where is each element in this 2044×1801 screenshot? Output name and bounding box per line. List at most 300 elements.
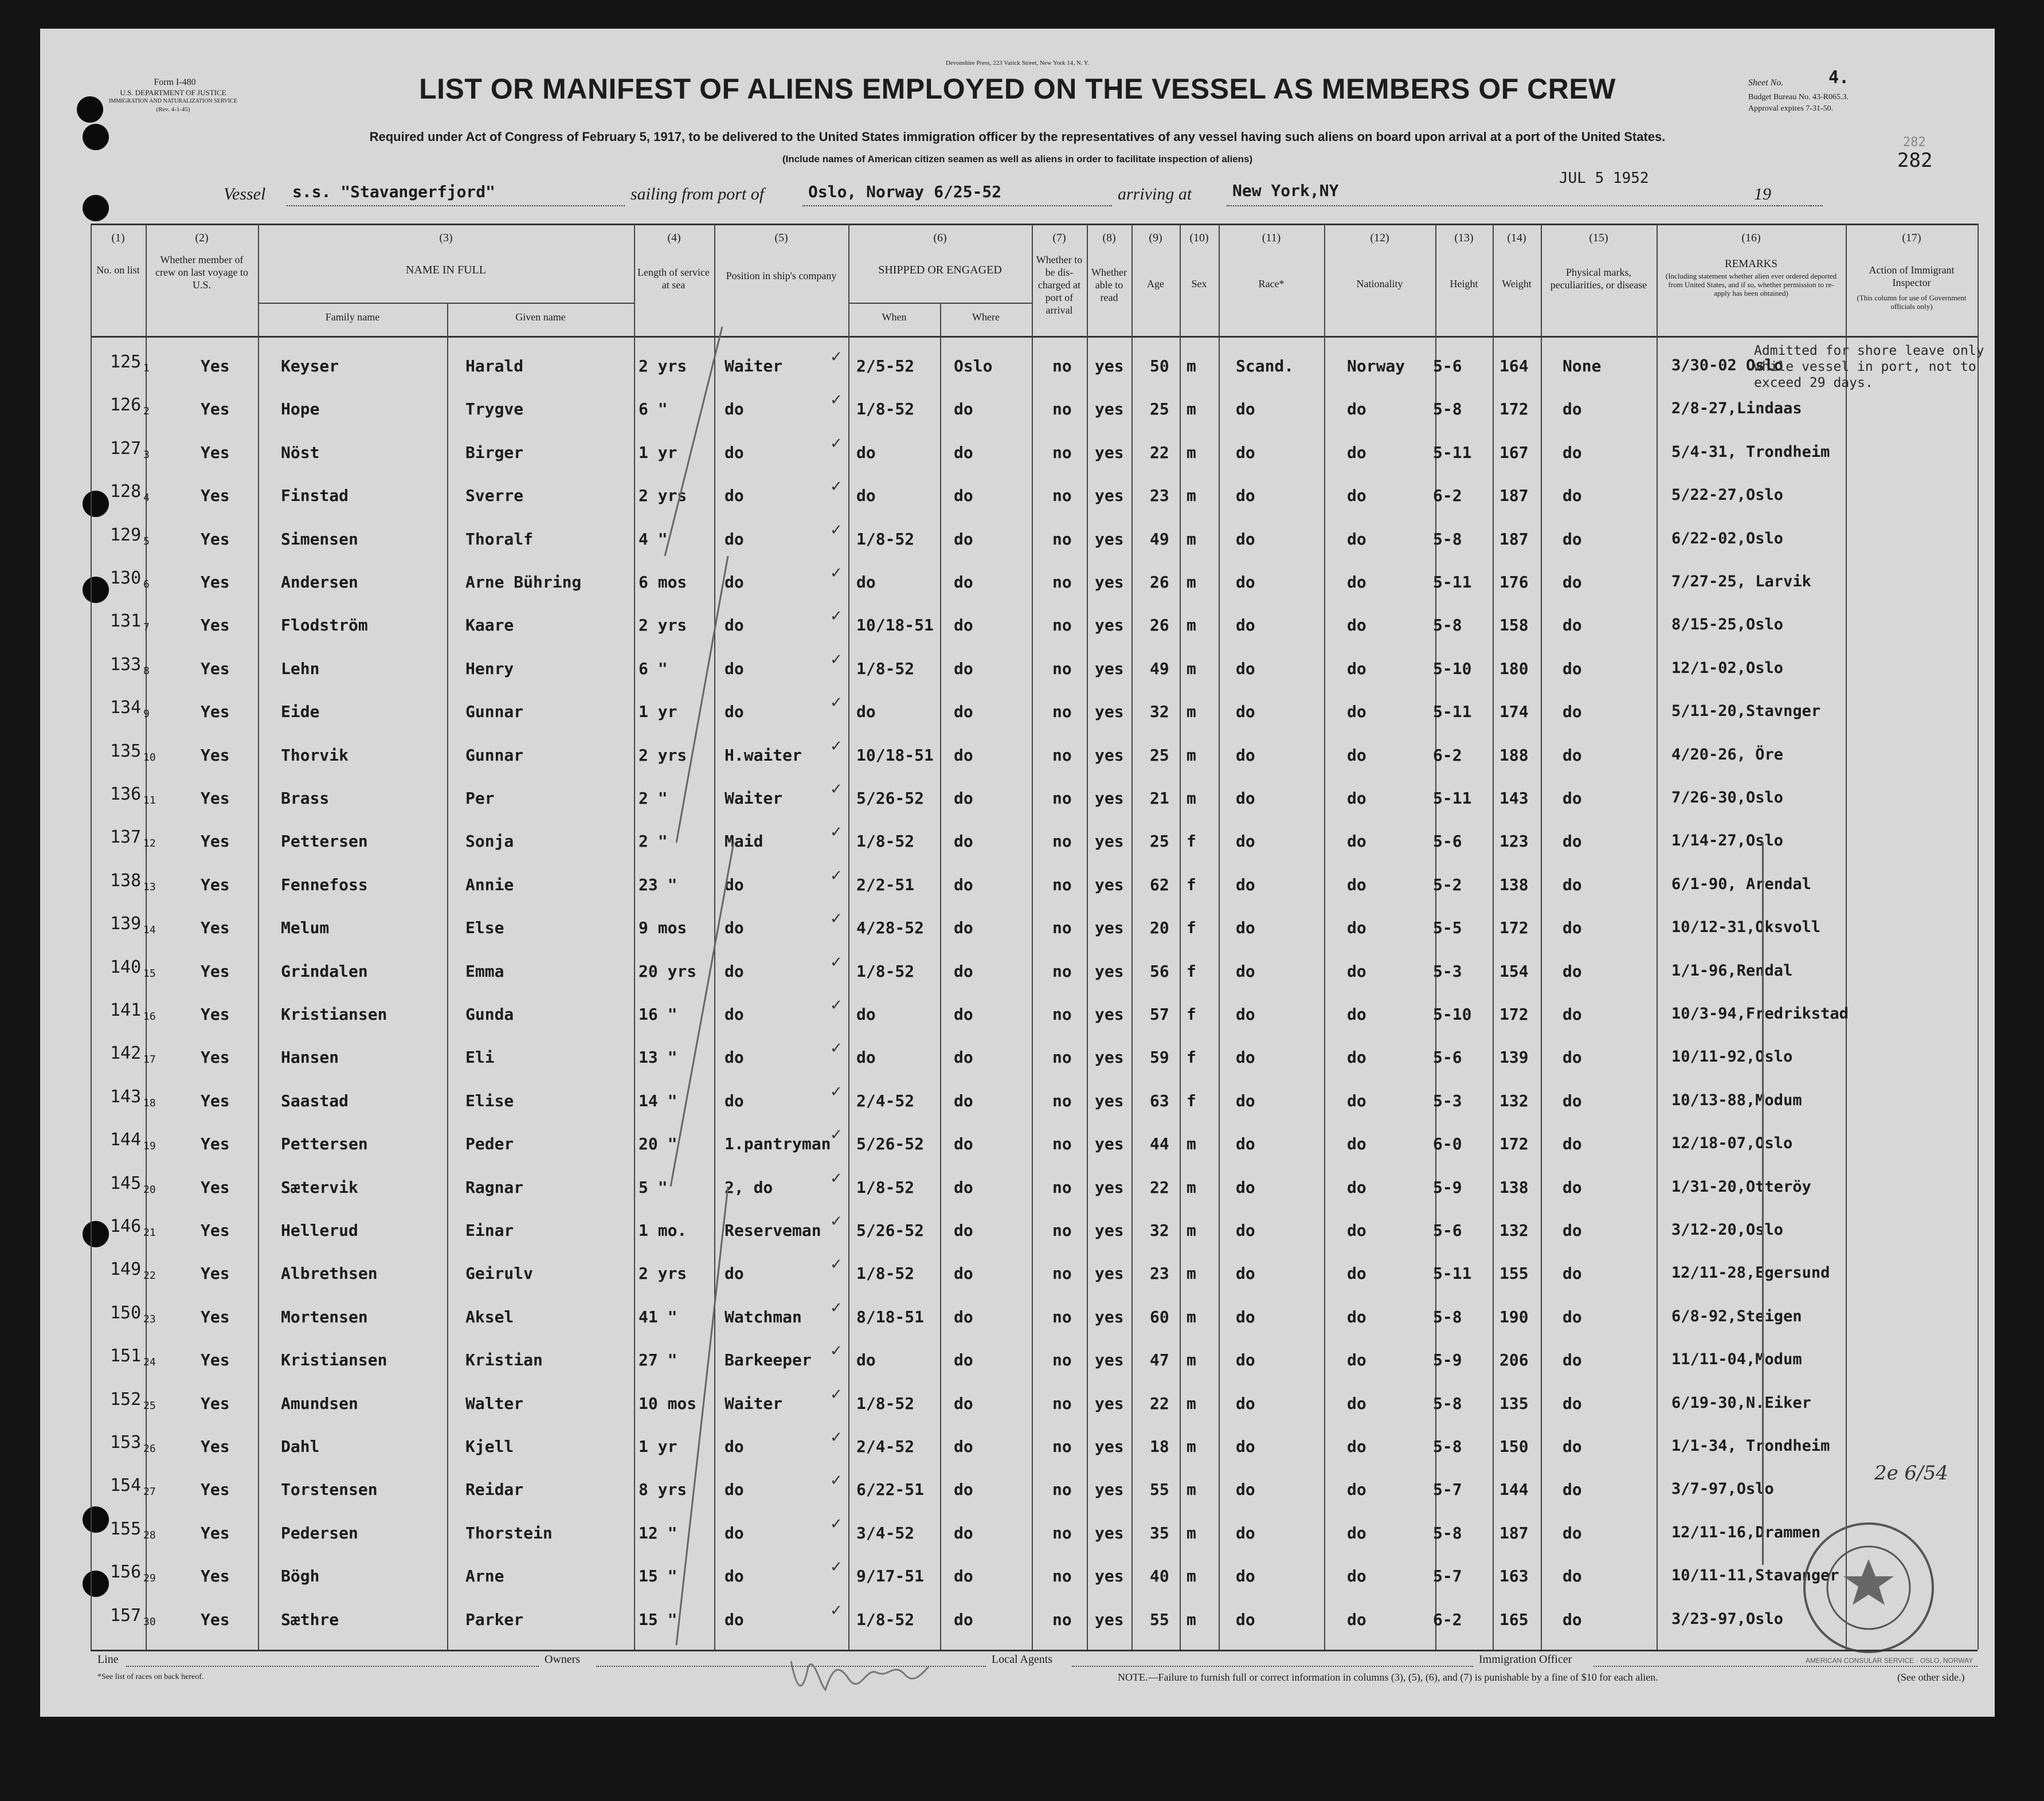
printed-line-number: 4 bbox=[143, 492, 150, 504]
cell-remarks: 3/7-97,Oslo bbox=[1671, 1480, 1774, 1498]
list-number: 140 bbox=[110, 957, 142, 977]
cell-shipped-when: do bbox=[856, 1350, 876, 1370]
check-mark-icon: ✓ bbox=[830, 1472, 843, 1490]
cell-age: 47 bbox=[1150, 1350, 1169, 1370]
cell-remarks: 5/11-20,Stavnger bbox=[1671, 702, 1821, 721]
cell-crew-last-voyage: Yes bbox=[201, 1091, 230, 1110]
cell-able-to-read: yes bbox=[1095, 1393, 1124, 1413]
cell-length-of-service: 2 " bbox=[639, 789, 668, 808]
cell-race: do bbox=[1236, 1091, 1255, 1110]
cell-discharged: no bbox=[1052, 1307, 1072, 1326]
list-number: 127 bbox=[110, 438, 142, 459]
cell-nationality: do bbox=[1347, 702, 1366, 722]
cell-shipped-where: do bbox=[954, 486, 973, 506]
cell-age: 44 bbox=[1150, 1134, 1169, 1154]
cell-able-to-read: yes bbox=[1095, 1134, 1124, 1154]
cell-remarks: 12/11-16,Drammen bbox=[1671, 1523, 1821, 1541]
cell-height: 5-11 bbox=[1433, 789, 1472, 808]
cell-able-to-read: yes bbox=[1095, 961, 1124, 981]
cell-age: 25 bbox=[1150, 832, 1169, 851]
cell-race: do bbox=[1236, 1221, 1255, 1240]
cell-length-of-service: 6 " bbox=[639, 659, 668, 678]
cell-age: 20 bbox=[1150, 918, 1169, 938]
cell-discharged: no bbox=[1052, 1437, 1072, 1456]
cell-shipped-when: 9/17-51 bbox=[856, 1567, 925, 1586]
col-num-6: (6) bbox=[933, 232, 947, 244]
cell-age: 23 bbox=[1150, 1264, 1169, 1283]
cell-family-name: Bögh bbox=[281, 1567, 320, 1586]
cell-length-of-service: 12 " bbox=[639, 1523, 678, 1542]
cell-remarks: 6/8-92,Steigen bbox=[1671, 1307, 1802, 1325]
cell-position: do bbox=[725, 1048, 744, 1067]
cell-shipped-when: 10/18-51 bbox=[856, 616, 934, 635]
cell-race: do bbox=[1236, 832, 1255, 851]
header-where: Where bbox=[972, 311, 1000, 323]
cell-nationality: do bbox=[1347, 443, 1366, 462]
header-sex: Sex bbox=[1191, 278, 1207, 289]
cell-sex: f bbox=[1187, 875, 1196, 894]
cell-family-name: Hansen bbox=[281, 1048, 339, 1067]
cell-height: 6-0 bbox=[1433, 1134, 1462, 1154]
cell-position: do bbox=[725, 918, 744, 938]
check-mark-icon: ✓ bbox=[830, 565, 843, 582]
cell-remarks: 7/27-25, Larvik bbox=[1671, 573, 1811, 590]
cell-physical-marks: do bbox=[1563, 1005, 1582, 1024]
header-nationality: Nationality bbox=[1356, 278, 1403, 289]
cell-sex: m bbox=[1187, 616, 1196, 635]
cell-able-to-read: yes bbox=[1095, 1264, 1124, 1283]
printed-line-number: 11 bbox=[143, 794, 156, 806]
cell-length-of-service: 20 " bbox=[639, 1134, 678, 1154]
printed-line-number: 17 bbox=[143, 1054, 156, 1066]
printed-line-number: 8 bbox=[143, 664, 150, 677]
printed-line-number: 1 bbox=[143, 362, 150, 374]
handwritten-side-note: 2e 6/54 bbox=[1874, 1462, 1948, 1485]
cell-height: 5-8 bbox=[1433, 1393, 1462, 1413]
check-mark-icon: ✓ bbox=[830, 867, 843, 884]
cell-weight: 164 bbox=[1499, 357, 1529, 375]
cell-shipped-where: Oslo bbox=[954, 357, 993, 375]
cell-nationality: do bbox=[1347, 529, 1366, 549]
cell-sex: m bbox=[1187, 1393, 1196, 1413]
cell-able-to-read: yes bbox=[1095, 1523, 1124, 1542]
cell-given-name: Thoralf bbox=[465, 529, 534, 549]
cell-length-of-service: 2 yrs bbox=[639, 1264, 687, 1283]
list-number: 133 bbox=[110, 654, 142, 675]
cell-shipped-when: 6/22-51 bbox=[856, 1480, 925, 1499]
printer-line: Devonshire Press, 223 Varick Street, New York 14, N. Y. bbox=[945, 60, 1090, 66]
cell-position: do bbox=[725, 1437, 744, 1456]
cell-shipped-when: 1/8-52 bbox=[856, 659, 915, 678]
cell-crew-last-voyage: Yes bbox=[201, 1264, 230, 1283]
cell-family-name: Amundsen bbox=[281, 1393, 358, 1413]
cell-remarks: 1/14-27,Oslo bbox=[1671, 832, 1784, 850]
cell-given-name: Annie bbox=[465, 875, 514, 894]
shore-leave-stamp: Admitted for shore leave only while vessel in port, not to exceed 29 days. bbox=[1754, 343, 1984, 390]
cell-sex: m bbox=[1187, 1437, 1196, 1456]
cell-physical-marks: do bbox=[1563, 1134, 1582, 1154]
cell-family-name: Simensen bbox=[281, 529, 358, 549]
cell-age: 59 bbox=[1150, 1048, 1169, 1067]
cell-race: do bbox=[1236, 659, 1255, 678]
arriving-at: New York,NY bbox=[1232, 181, 1339, 200]
cell-shipped-when: 2/4-52 bbox=[856, 1091, 915, 1110]
cell-given-name: Elise bbox=[465, 1091, 514, 1110]
check-mark-icon: ✓ bbox=[830, 997, 843, 1014]
cell-discharged: no bbox=[1052, 789, 1072, 808]
cell-able-to-read: yes bbox=[1095, 443, 1124, 462]
cell-discharged: no bbox=[1052, 1005, 1072, 1024]
page-number: 282 bbox=[1897, 149, 1933, 172]
budget-bureau: Budget Bureau No. 43-R065.3. bbox=[1748, 93, 1849, 101]
cell-weight: 143 bbox=[1499, 789, 1529, 808]
list-number: 152 bbox=[110, 1389, 142, 1410]
consular-seal bbox=[1800, 1519, 1937, 1657]
cell-race: do bbox=[1236, 529, 1255, 549]
cell-able-to-read: yes bbox=[1095, 745, 1124, 765]
cell-sex: f bbox=[1187, 832, 1196, 851]
cell-discharged: no bbox=[1052, 443, 1072, 462]
cell-length-of-service: 1 yr bbox=[639, 702, 678, 722]
col-num-5: (5) bbox=[774, 232, 788, 244]
cell-remarks: 12/1-02,Oslo bbox=[1671, 659, 1784, 677]
cell-shipped-where: do bbox=[954, 1523, 973, 1542]
list-number: 144 bbox=[110, 1130, 142, 1150]
printed-line-number: 21 bbox=[143, 1227, 156, 1239]
cell-sex: m bbox=[1187, 1134, 1196, 1154]
cell-sex: m bbox=[1187, 1264, 1196, 1283]
cell-physical-marks: do bbox=[1563, 1091, 1582, 1110]
cell-race: do bbox=[1236, 1264, 1255, 1283]
cell-position: Reserveman bbox=[725, 1221, 821, 1240]
cell-sex: f bbox=[1187, 1091, 1196, 1110]
cell-physical-marks: do bbox=[1563, 1048, 1582, 1067]
cell-nationality: do bbox=[1347, 789, 1366, 808]
cell-remarks: 1/1-96,Rendal bbox=[1671, 961, 1793, 980]
agency-line1: U.S. DEPARTMENT OF JUSTICE bbox=[120, 88, 226, 97]
cell-height: 5-9 bbox=[1433, 1177, 1462, 1197]
cell-sex: m bbox=[1187, 529, 1196, 549]
form-revision: (Rev. 4-1-45) bbox=[156, 106, 190, 113]
cell-remarks: 4/20-26, Öre bbox=[1671, 745, 1784, 764]
cell-height: 5-5 bbox=[1433, 918, 1462, 938]
cell-crew-last-voyage: Yes bbox=[201, 1134, 230, 1154]
cell-weight: 155 bbox=[1499, 1264, 1529, 1283]
cell-age: 57 bbox=[1150, 1005, 1169, 1024]
cell-shipped-when: 10/18-51 bbox=[856, 745, 934, 765]
cell-remarks: 6/1-90, Arendal bbox=[1671, 875, 1811, 893]
cell-age: 50 bbox=[1150, 357, 1169, 375]
cell-given-name: Kjell bbox=[465, 1437, 514, 1456]
check-mark-icon: ✓ bbox=[830, 608, 843, 625]
cell-height: 6-2 bbox=[1433, 1610, 1462, 1629]
cell-family-name: Kristiansen bbox=[281, 1005, 387, 1024]
race-footnote: *See list of races on back hereof. bbox=[97, 1673, 204, 1681]
cell-family-name: Flodström bbox=[281, 616, 368, 635]
printed-line-number: 3 bbox=[143, 448, 150, 461]
cell-family-name: Pettersen bbox=[281, 832, 368, 851]
cell-given-name: Einar bbox=[465, 1221, 514, 1240]
header-no-on-list: No. on list bbox=[96, 264, 140, 276]
footer-owners-label: Owners bbox=[545, 1653, 581, 1666]
cell-weight: 144 bbox=[1499, 1480, 1529, 1499]
cell-race: do bbox=[1236, 1005, 1255, 1024]
cell-remarks: 12/11-28,Egersund bbox=[1671, 1264, 1830, 1282]
cell-sex: m bbox=[1187, 357, 1196, 375]
cell-shipped-when: 4/28-52 bbox=[856, 918, 925, 938]
cell-age: 40 bbox=[1150, 1567, 1169, 1586]
cell-discharged: no bbox=[1052, 1177, 1072, 1197]
cell-nationality: do bbox=[1347, 1480, 1366, 1499]
cell-physical-marks: do bbox=[1563, 486, 1582, 506]
cell-weight: 135 bbox=[1499, 1393, 1529, 1413]
cell-able-to-read: yes bbox=[1095, 1091, 1124, 1110]
cell-race: do bbox=[1236, 789, 1255, 808]
cell-height: 6-2 bbox=[1433, 745, 1462, 765]
list-number: 143 bbox=[110, 1086, 142, 1107]
cell-race: do bbox=[1236, 1307, 1255, 1326]
header-position: Position in ship's company bbox=[726, 270, 837, 281]
header-when: When bbox=[882, 311, 907, 323]
approval-expiry: Approval expires 7-31-50. bbox=[1748, 104, 1834, 113]
cell-length-of-service: 1 mo. bbox=[639, 1221, 687, 1240]
punch-hole bbox=[83, 1221, 109, 1247]
cell-physical-marks: do bbox=[1563, 961, 1582, 981]
list-number: 134 bbox=[110, 698, 142, 718]
col-num-17: (17) bbox=[1902, 232, 1921, 244]
cell-age: 55 bbox=[1150, 1610, 1169, 1629]
cell-age: 26 bbox=[1150, 616, 1169, 635]
cell-physical-marks: do bbox=[1563, 875, 1582, 894]
check-mark-icon: ✓ bbox=[830, 1602, 843, 1619]
cell-able-to-read: yes bbox=[1095, 702, 1124, 722]
cell-discharged: no bbox=[1052, 659, 1072, 678]
cell-physical-marks: do bbox=[1563, 918, 1582, 938]
cell-family-name: Lehn bbox=[281, 659, 320, 678]
cell-remarks: 10/12-31,Oksvoll bbox=[1671, 918, 1821, 937]
cell-race: do bbox=[1236, 1177, 1255, 1197]
cell-crew-last-voyage: Yes bbox=[201, 529, 230, 549]
cell-given-name: Kaare bbox=[465, 616, 514, 635]
cell-sex: m bbox=[1187, 443, 1196, 462]
list-number: 151 bbox=[110, 1346, 142, 1367]
seal-text: AMERICAN CONSULAR SERVICE · OSLO, NORWAY bbox=[1806, 1657, 1973, 1665]
cell-sex: m bbox=[1187, 1221, 1196, 1240]
cell-weight: 172 bbox=[1499, 400, 1529, 419]
cell-physical-marks: do bbox=[1563, 616, 1582, 635]
cell-remarks: 3/30-02 Oslo bbox=[1671, 357, 1784, 374]
cell-nationality: do bbox=[1347, 1610, 1366, 1629]
cell-weight: 154 bbox=[1499, 961, 1529, 981]
agency-line2: IMMIGRATION AND NATURALIZATION SERVICE bbox=[109, 98, 237, 104]
col-num-1: (1) bbox=[111, 232, 125, 244]
cell-able-to-read: yes bbox=[1095, 918, 1124, 938]
printed-line-number: 12 bbox=[143, 837, 156, 850]
cell-position: do bbox=[725, 1567, 744, 1586]
cell-shipped-when: 1/8-52 bbox=[856, 1610, 915, 1629]
check-mark-icon: ✓ bbox=[830, 434, 843, 452]
list-number: 136 bbox=[110, 784, 142, 804]
cell-shipped-where: do bbox=[954, 1264, 973, 1283]
cell-shipped-where: do bbox=[954, 400, 973, 419]
header-discharged: Whether to be dis-charged at port of arrival bbox=[1036, 254, 1083, 316]
cell-physical-marks: do bbox=[1563, 1264, 1582, 1283]
printed-line-number: 19 bbox=[143, 1140, 156, 1153]
cell-age: 60 bbox=[1150, 1307, 1169, 1326]
cell-height: 5-8 bbox=[1433, 1523, 1462, 1542]
check-mark-icon: ✓ bbox=[830, 1385, 843, 1403]
cell-race: do bbox=[1236, 1134, 1255, 1154]
cell-able-to-read: yes bbox=[1095, 1048, 1124, 1067]
cell-family-name: Brass bbox=[281, 789, 330, 808]
cell-crew-last-voyage: Yes bbox=[201, 1393, 230, 1413]
cell-nationality: do bbox=[1347, 1437, 1366, 1456]
list-number: 157 bbox=[110, 1605, 142, 1626]
cell-remarks: 6/19-30,N.Eiker bbox=[1671, 1393, 1811, 1412]
col-num-9: (9) bbox=[1149, 232, 1162, 244]
cell-given-name: Per bbox=[465, 789, 495, 808]
cell-shipped-when: do bbox=[856, 573, 876, 592]
header-age: Age bbox=[1147, 278, 1164, 289]
cell-sex: f bbox=[1187, 1048, 1196, 1067]
cell-shipped-where: do bbox=[954, 789, 973, 808]
cell-given-name: Emma bbox=[465, 961, 504, 981]
header-family-name: Family name bbox=[325, 311, 380, 323]
check-mark-icon: ✓ bbox=[830, 521, 843, 539]
cell-given-name: Thorstein bbox=[465, 1523, 553, 1542]
cell-position: do bbox=[725, 1264, 744, 1283]
cell-position: Waiter bbox=[725, 789, 783, 808]
list-number: 139 bbox=[110, 914, 142, 934]
cell-family-name: Fennefoss bbox=[281, 875, 368, 894]
cell-able-to-read: yes bbox=[1095, 832, 1124, 851]
check-mark-icon: ✓ bbox=[830, 1429, 843, 1446]
cell-crew-last-voyage: Yes bbox=[201, 1177, 230, 1197]
cell-nationality: do bbox=[1347, 1091, 1366, 1110]
cell-shipped-when: 1/8-52 bbox=[856, 529, 915, 549]
header-length-service: Length of service at sea bbox=[637, 267, 710, 291]
cell-discharged: no bbox=[1052, 961, 1072, 981]
list-number: 141 bbox=[110, 1000, 142, 1020]
cell-shipped-where: do bbox=[954, 1610, 973, 1629]
header-race: Race* bbox=[1258, 278, 1285, 289]
cell-sex: m bbox=[1187, 1567, 1196, 1586]
cell-nationality: do bbox=[1347, 486, 1366, 506]
footer-officer-label: Immigration Officer bbox=[1479, 1653, 1572, 1666]
cell-length-of-service: 6 mos bbox=[639, 573, 687, 592]
cell-shipped-when: 2/2-51 bbox=[856, 875, 915, 894]
cell-nationality: do bbox=[1347, 875, 1366, 894]
cell-discharged: no bbox=[1052, 1264, 1072, 1283]
cell-height: 5-6 bbox=[1433, 1221, 1462, 1240]
cell-age: 49 bbox=[1150, 659, 1169, 678]
cell-sex: m bbox=[1187, 1610, 1196, 1629]
cell-physical-marks: do bbox=[1563, 1480, 1582, 1499]
col-num-13: (13) bbox=[1454, 232, 1474, 244]
cell-physical-marks: do bbox=[1563, 745, 1582, 765]
cell-able-to-read: yes bbox=[1095, 486, 1124, 506]
cell-able-to-read: yes bbox=[1095, 659, 1124, 678]
cell-sex: m bbox=[1187, 659, 1196, 678]
punch-hole bbox=[83, 1571, 109, 1597]
cell-length-of-service: 1 yr bbox=[639, 1437, 678, 1456]
cell-remarks: 10/3-94,Fredrikstad bbox=[1671, 1005, 1849, 1023]
sheet-label: Sheet No. bbox=[1748, 78, 1784, 88]
cell-remarks: 3/12-20,Oslo bbox=[1671, 1221, 1784, 1239]
cell-nationality: do bbox=[1347, 400, 1366, 419]
cell-weight: 180 bbox=[1499, 659, 1529, 678]
cell-nationality: do bbox=[1347, 616, 1366, 635]
cell-family-name: Hope bbox=[281, 400, 320, 419]
pencil-slash-marks bbox=[642, 327, 745, 1645]
cell-height: 5-3 bbox=[1433, 961, 1462, 981]
cell-race: Scand. bbox=[1236, 357, 1294, 375]
cell-nationality: do bbox=[1347, 832, 1366, 851]
cell-shipped-where: do bbox=[954, 1048, 973, 1067]
cell-length-of-service: 41 " bbox=[639, 1307, 678, 1326]
cell-discharged: no bbox=[1052, 1048, 1072, 1067]
cell-shipped-where: do bbox=[954, 529, 973, 549]
cell-sex: m bbox=[1187, 400, 1196, 419]
list-number: 150 bbox=[110, 1302, 142, 1323]
list-number: 156 bbox=[110, 1562, 142, 1583]
printed-line-number: 24 bbox=[143, 1356, 156, 1369]
list-number: 126 bbox=[110, 395, 142, 416]
cell-height: 5-2 bbox=[1433, 875, 1462, 894]
cell-nationality: Norway bbox=[1347, 357, 1405, 375]
cell-discharged: no bbox=[1052, 1393, 1072, 1413]
cell-physical-marks: do bbox=[1563, 529, 1582, 549]
cell-position: do bbox=[725, 1480, 744, 1499]
cell-age: 21 bbox=[1150, 789, 1169, 808]
list-number: 125 bbox=[110, 352, 142, 372]
punch-hole bbox=[83, 577, 109, 603]
cell-race: do bbox=[1236, 745, 1255, 765]
list-number: 129 bbox=[110, 524, 142, 545]
cell-given-name: Walter bbox=[465, 1393, 524, 1413]
cell-shipped-when: 3/4-52 bbox=[856, 1523, 915, 1542]
cell-position: Maid bbox=[725, 832, 763, 851]
cell-given-name: Ragnar bbox=[465, 1177, 524, 1197]
cell-nationality: do bbox=[1347, 1393, 1366, 1413]
cell-remarks: 12/18-07,Oslo bbox=[1671, 1134, 1793, 1153]
col-num-3: (3) bbox=[439, 232, 453, 244]
cell-length-of-service: 2 yrs bbox=[639, 486, 687, 506]
cell-position: do bbox=[725, 875, 744, 894]
cell-family-name: Hellerud bbox=[281, 1221, 358, 1240]
cell-remarks: 3/23-97,Oslo bbox=[1671, 1610, 1784, 1628]
cell-shipped-when: 1/8-52 bbox=[856, 400, 915, 419]
cell-able-to-read: yes bbox=[1095, 357, 1124, 375]
cell-physical-marks: do bbox=[1563, 789, 1582, 808]
header-crew-last-voyage: Whether member of crew on last voyage to U.S. bbox=[155, 254, 248, 291]
cell-length-of-service: 1 yr bbox=[639, 443, 678, 462]
cell-family-name: Grindalen bbox=[281, 961, 368, 981]
cell-position: H.waiter bbox=[725, 745, 802, 765]
cell-shipped-where: do bbox=[954, 1005, 973, 1024]
cell-crew-last-voyage: Yes bbox=[201, 443, 230, 462]
cell-age: 55 bbox=[1150, 1480, 1169, 1499]
cell-length-of-service: 8 yrs bbox=[639, 1480, 687, 1499]
check-mark-icon: ✓ bbox=[830, 1083, 843, 1101]
cell-nationality: do bbox=[1347, 573, 1366, 592]
cell-shipped-where: do bbox=[954, 1177, 973, 1197]
cell-sex: m bbox=[1187, 486, 1196, 506]
cell-weight: 165 bbox=[1499, 1610, 1529, 1629]
cell-length-of-service: 2 yrs bbox=[639, 745, 687, 765]
cell-weight: 172 bbox=[1499, 918, 1529, 938]
cell-family-name: Albrethsen bbox=[281, 1264, 378, 1283]
